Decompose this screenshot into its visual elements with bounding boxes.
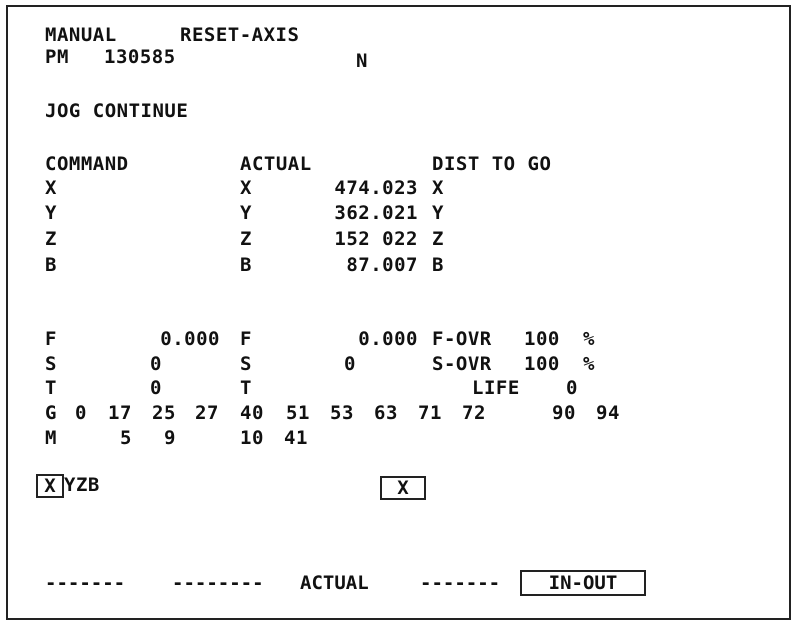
act-axis-z: Z: [240, 228, 252, 250]
dist-axis-x: X: [432, 177, 444, 199]
spindle-override-value: 100: [524, 353, 560, 375]
mcode-value: 10: [240, 427, 264, 449]
command-header: COMMAND: [45, 153, 129, 175]
program-number: 130585: [104, 46, 176, 68]
tool-label: T: [45, 377, 57, 399]
axis-select-rest[interactable]: YZB: [64, 474, 100, 496]
gcode-value: 53: [330, 402, 354, 424]
gcode-value: 40: [240, 402, 264, 424]
spindle-actual: 0: [344, 353, 356, 375]
dist-axis-b: B: [432, 254, 444, 276]
softkey-4[interactable]: -------: [420, 572, 501, 594]
dist-to-go-header: DIST TO GO: [432, 153, 552, 175]
spindle-command: 0: [150, 353, 162, 375]
act-axis-b: B: [240, 254, 252, 276]
feed-override-value: 100: [524, 328, 560, 350]
mcode-value: 41: [284, 427, 308, 449]
gcode-value: 90: [552, 402, 576, 424]
feed-command: 0.000: [160, 328, 220, 350]
cmd-axis-z: Z: [45, 228, 57, 250]
tool-life-value: 0: [566, 377, 578, 399]
gcode-value: 27: [195, 402, 219, 424]
feed-actual: 0.000: [358, 328, 418, 350]
cnc-screen-frame: [6, 5, 791, 620]
gcode-value: 63: [374, 402, 398, 424]
block-n-label: N: [356, 50, 368, 72]
tool-life-label: LIFE: [472, 377, 520, 399]
feed-override-percent: %: [583, 328, 595, 350]
feed-label: F: [45, 328, 57, 350]
gcode-value: 51: [286, 402, 310, 424]
tool-command: 0: [150, 377, 162, 399]
tool-act-label: T: [240, 377, 252, 399]
spindle-act-label: S: [240, 353, 252, 375]
mcode-value: 5: [120, 427, 132, 449]
act-value-x: 474.023: [334, 177, 418, 199]
axis-select-cursor[interactable]: X: [36, 474, 64, 498]
mcode-value: 9: [164, 427, 176, 449]
gcode-value: 17: [108, 402, 132, 424]
act-axis-x: X: [240, 177, 252, 199]
cmd-axis-y: Y: [45, 202, 57, 224]
gcode-value: 0: [75, 402, 87, 424]
gcode-value: 94: [596, 402, 620, 424]
jog-mode: JOG CONTINUE: [45, 100, 189, 122]
act-axis-y: Y: [240, 202, 252, 224]
actual-header: ACTUAL: [240, 153, 312, 175]
spindle-override-percent: %: [583, 353, 595, 375]
cmd-axis-b: B: [45, 254, 57, 276]
program-prefix: PM: [45, 46, 69, 68]
gcode-label: G: [45, 402, 57, 424]
softkey-in-out[interactable]: IN-OUT: [520, 570, 646, 596]
gcode-value: 25: [152, 402, 176, 424]
feed-override-label: F-OVR: [432, 328, 492, 350]
mode-label: MANUAL: [45, 24, 117, 46]
mcode-label: M: [45, 427, 57, 449]
dist-axis-y: Y: [432, 202, 444, 224]
act-value-b: 87.007: [346, 254, 418, 276]
spindle-label: S: [45, 353, 57, 375]
axis-indicator-box[interactable]: X: [380, 476, 426, 500]
act-value-y: 362.021: [334, 202, 418, 224]
softkey-2[interactable]: --------: [172, 572, 264, 594]
gcode-value: 71: [418, 402, 442, 424]
dist-axis-z: Z: [432, 228, 444, 250]
gcode-value: 72: [462, 402, 486, 424]
feed-act-label: F: [240, 328, 252, 350]
act-value-z: 152 022: [334, 228, 418, 250]
function-label: RESET-AXIS: [180, 24, 300, 46]
softkey-actual[interactable]: ACTUAL: [300, 572, 369, 594]
softkey-1[interactable]: -------: [45, 572, 126, 594]
spindle-override-label: S-OVR: [432, 353, 492, 375]
cmd-axis-x: X: [45, 177, 57, 199]
